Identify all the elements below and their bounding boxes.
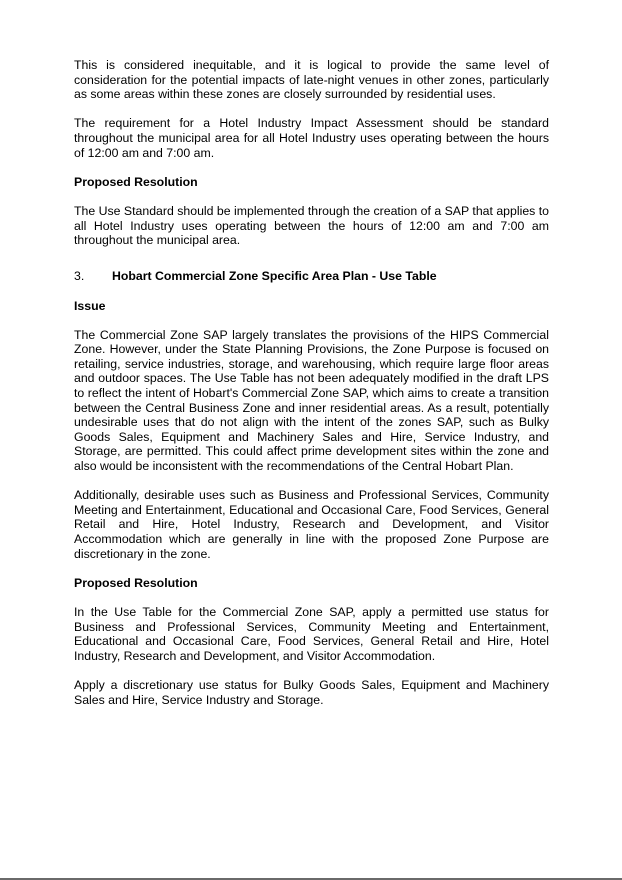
paragraph-impact-assessment: The requirement for a Hotel Industry Impact Assessment should be standard throughout the municipal area for all Hotel Industry uses operating between the hours of 12:00 am and 7:00 am.	[74, 116, 549, 160]
section-number: 3.	[74, 269, 85, 284]
proposed-resolution-heading: Proposed Resolution	[74, 174, 198, 189]
paragraph-inequitable: This is considered inequitable, and it is logical to provide the same level of consideration for the potential impacts of late-night venues in other zones, particularly as some areas within these zones are closely surrounded by residential uses.	[74, 58, 549, 102]
document-page	[74, 58, 549, 722]
section-3-resolution-heading: Proposed Resolution	[74, 575, 198, 590]
section-3-heading	[74, 269, 549, 284]
proposed-resolution-text: The Use Standard should be implemented through the creation of a SAP that applies to all Hotel Industry uses operating between the hours of 12:00 am and 7:00 am throughout the municipal area.	[74, 203, 549, 248]
issue-paragraph-desirable-uses: Additionally, desirable uses such as Business and Professional Services, Community Meeting and Entertainment, Educational and Occasional Care, Food Services, General Retail and Hire, Hotel Industry, Research and Development, and Visitor Accommodation which are generally in line with the proposed Zone Purpose are discretionary in the zone.	[74, 488, 549, 561]
resolution-paragraph-permitted: In the Use Table for the Commercial Zone SAP, apply a permitted use status for Business and Professional Services, Community Meeting and Entertainment, Educational and Occasional Care, Food Services, General Retail and Hire, Hotel Industry, Research and Development, and Visitor Accommodation.	[74, 604, 549, 663]
section-spacer	[74, 262, 549, 269]
section-title: Hobart Commercial Zone Specific Area Plan - Use Table	[112, 269, 437, 284]
issue-heading: Issue	[74, 298, 106, 313]
issue-paragraph-commercial-zone: The Commercial Zone SAP largely translates the provisions of the HIPS Commercial Zone. However, under the State Planning Provisions, the Zone Purpose is focused on retailing, service industries, storage, and warehousing, which require large floor areas and outdoor spaces. The Use Table has not been adequately modified in the draft LPS to reflect the intent of Hobart's Commercial Zone SAP, which aims to create a transition between the Central Business Zone and inner residential areas. As a result, potentially undesirable uses that do not align with the intent of the zones SAP, such as Bulky Goods Sales, Equipment and Machinery Sales and Hire, Service Industry, and Storage, are permitted. This could affect prime development sites within the zone and also would be inconsistent with the recommendations of the Central Hobart Plan.	[74, 327, 549, 474]
resolution-paragraph-discretionary: Apply a discretionary use status for Bulky Goods Sales, Equipment and Machinery Sales and Hire, Service Industry and Storage.	[74, 677, 549, 707]
